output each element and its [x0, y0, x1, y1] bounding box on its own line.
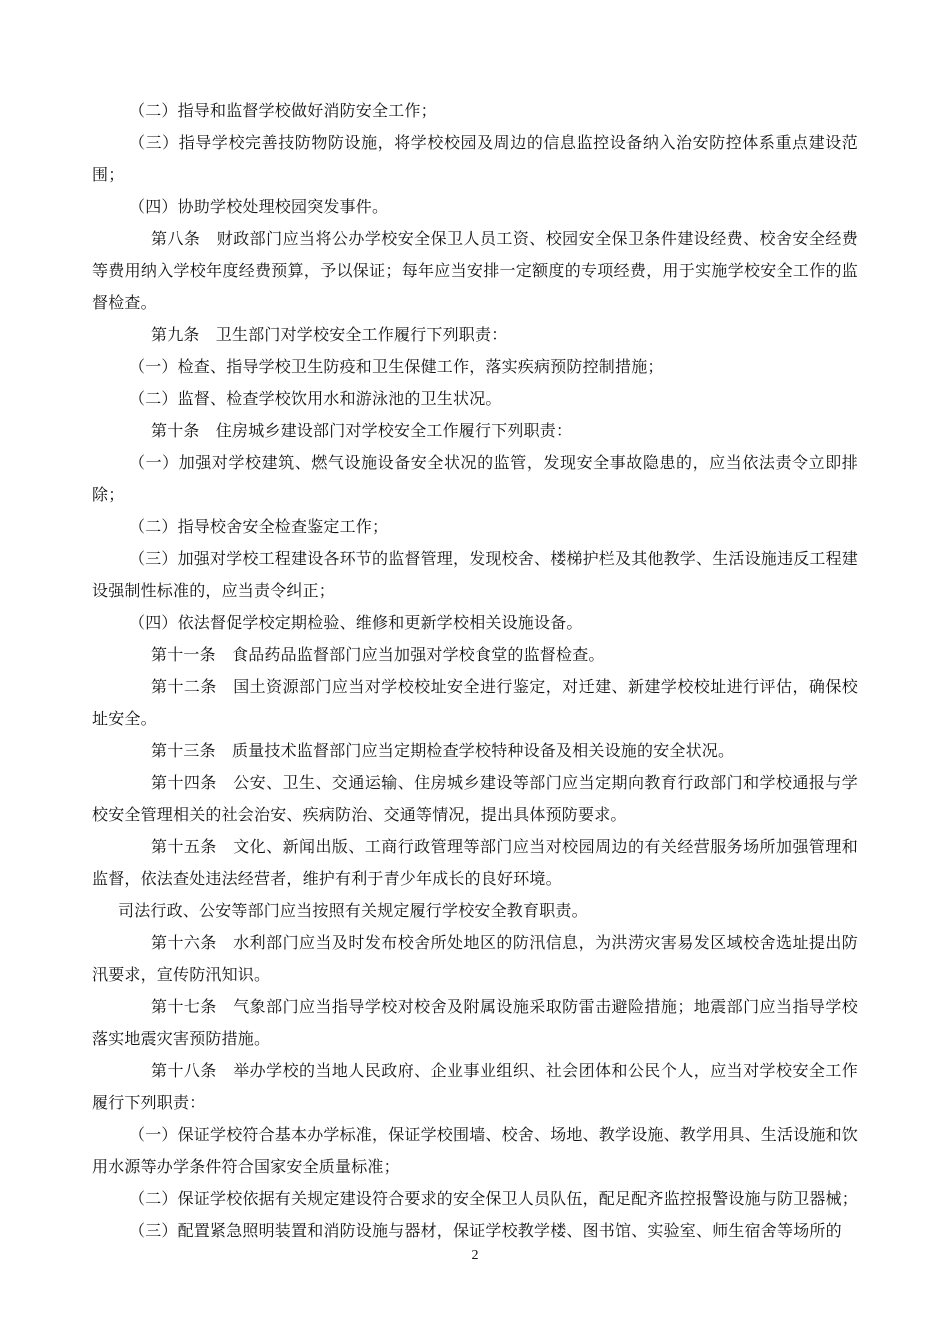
- article-paragraph: 第十八条 举办学校的当地人民政府、企业事业组织、社会团体和公民个人，应当对学校安全工作履行下列职责：: [92, 1061, 858, 1112]
- article-paragraph: 第十条 住房城乡建设部门对学校安全工作履行下列职责：: [151, 421, 573, 440]
- list-item-paragraph: （三）指导学校完善技防物防设施，将学校校园及周边的信息监控设备纳入治安防控体系重点建设范围；: [92, 133, 858, 184]
- list-item-paragraph: （二）监督、检查学校饮用水和游泳池的卫生状况。: [129, 389, 502, 408]
- paragraph: 司法行政、公安等部门应当按照有关规定履行学校安全教育职责。: [118, 901, 588, 920]
- list-item-paragraph: （三）加强对学校工程建设各环节的监督管理，发现校舍、楼梯护栏及其他教学、生活设施违反工程建设强制性标准的，应当责令纠正；: [92, 549, 859, 600]
- list-item-paragraph: （二）保证学校依据有关规定建设符合要求的安全保卫人员队伍，配足配齐监控报警设施与防卫器械；: [129, 1189, 859, 1208]
- article-paragraph: 第十五条 文化、新闻出版、工商行政管理等部门应当对校园周边的有关经营服务场所加强管理和监督，依法查处违法经营者，维护有利于青少年成长的良好环境。: [92, 837, 858, 888]
- list-item-paragraph: （三）配置紧急照明装置和消防设施与器材，保证学校教学楼、图书馆、实验室、师生宿舍等场所的: [129, 1221, 842, 1240]
- list-item-paragraph: （一）加强对学校建筑、燃气设施设备安全状况的监管，发现安全事故隐患的，应当依法责令立即排除；: [92, 453, 858, 504]
- article-paragraph: 第十四条 公安、卫生、交通运输、住房城乡建设等部门应当定期向教育行政部门和学校通报与学校安全管理相关的社会治安、疾病防治、交通等情况，提出具体预防要求。: [92, 773, 858, 824]
- page-number: 2: [471, 1248, 479, 1263]
- list-item-paragraph: （二）指导校舍安全检查鉴定工作；: [129, 517, 389, 536]
- list-item-paragraph: （一）保证学校符合基本办学标准，保证学校围墙、校舍、场地、教学设施、教学用具、生活设施和饮用水源等办学条件符合国家安全质量标准；: [92, 1125, 859, 1176]
- list-item-paragraph: （四）协助学校处理校园突发事件。: [129, 197, 389, 216]
- article-paragraph: 第十七条 气象部门应当指导学校对校舍及附属设施采取防雷击避险措施；地震部门应当指导学校落实地震灾害预防措施。: [92, 997, 858, 1048]
- list-item-paragraph: （二）指导和监督学校做好消防安全工作；: [129, 101, 437, 120]
- article-paragraph: 第十三条 质量技术监督部门应当定期检查学校特种设备及相关设施的安全状况。: [151, 741, 735, 760]
- list-item-paragraph: （四）依法督促学校定期检验、维修和更新学校相关设施设备。: [129, 613, 583, 632]
- article-paragraph: 第十一条 食品药品监督部门应当加强对学校食堂的监督检查。: [151, 645, 605, 664]
- article-paragraph: 第十二条 国土资源部门应当对学校校址安全进行鉴定，对迁建、新建学校校址进行评估，确保校址安全。: [92, 677, 858, 728]
- article-paragraph: 第九条 卫生部门对学校安全工作履行下列职责：: [151, 325, 508, 344]
- article-paragraph: 第十六条 水利部门应当及时发布校舍所处地区的防汛信息，为洪涝灾害易发区域校舍选址提出防汛要求，宣传防汛知识。: [92, 933, 858, 984]
- list-item-paragraph: （一）检查、指导学校卫生防疫和卫生保健工作，落实疾病预防控制措施；: [129, 357, 664, 376]
- article-paragraph: 第八条 财政部门应当将公办学校安全保卫人员工资、校园安全保卫条件建设经费、校舍安全经费等费用纳入学校年度经费预算，予以保证；每年应当安排一定额度的专项经费，用于实施学校安全工作的监督检查。: [92, 229, 858, 312]
- document-body: [92, 95, 858, 1247]
